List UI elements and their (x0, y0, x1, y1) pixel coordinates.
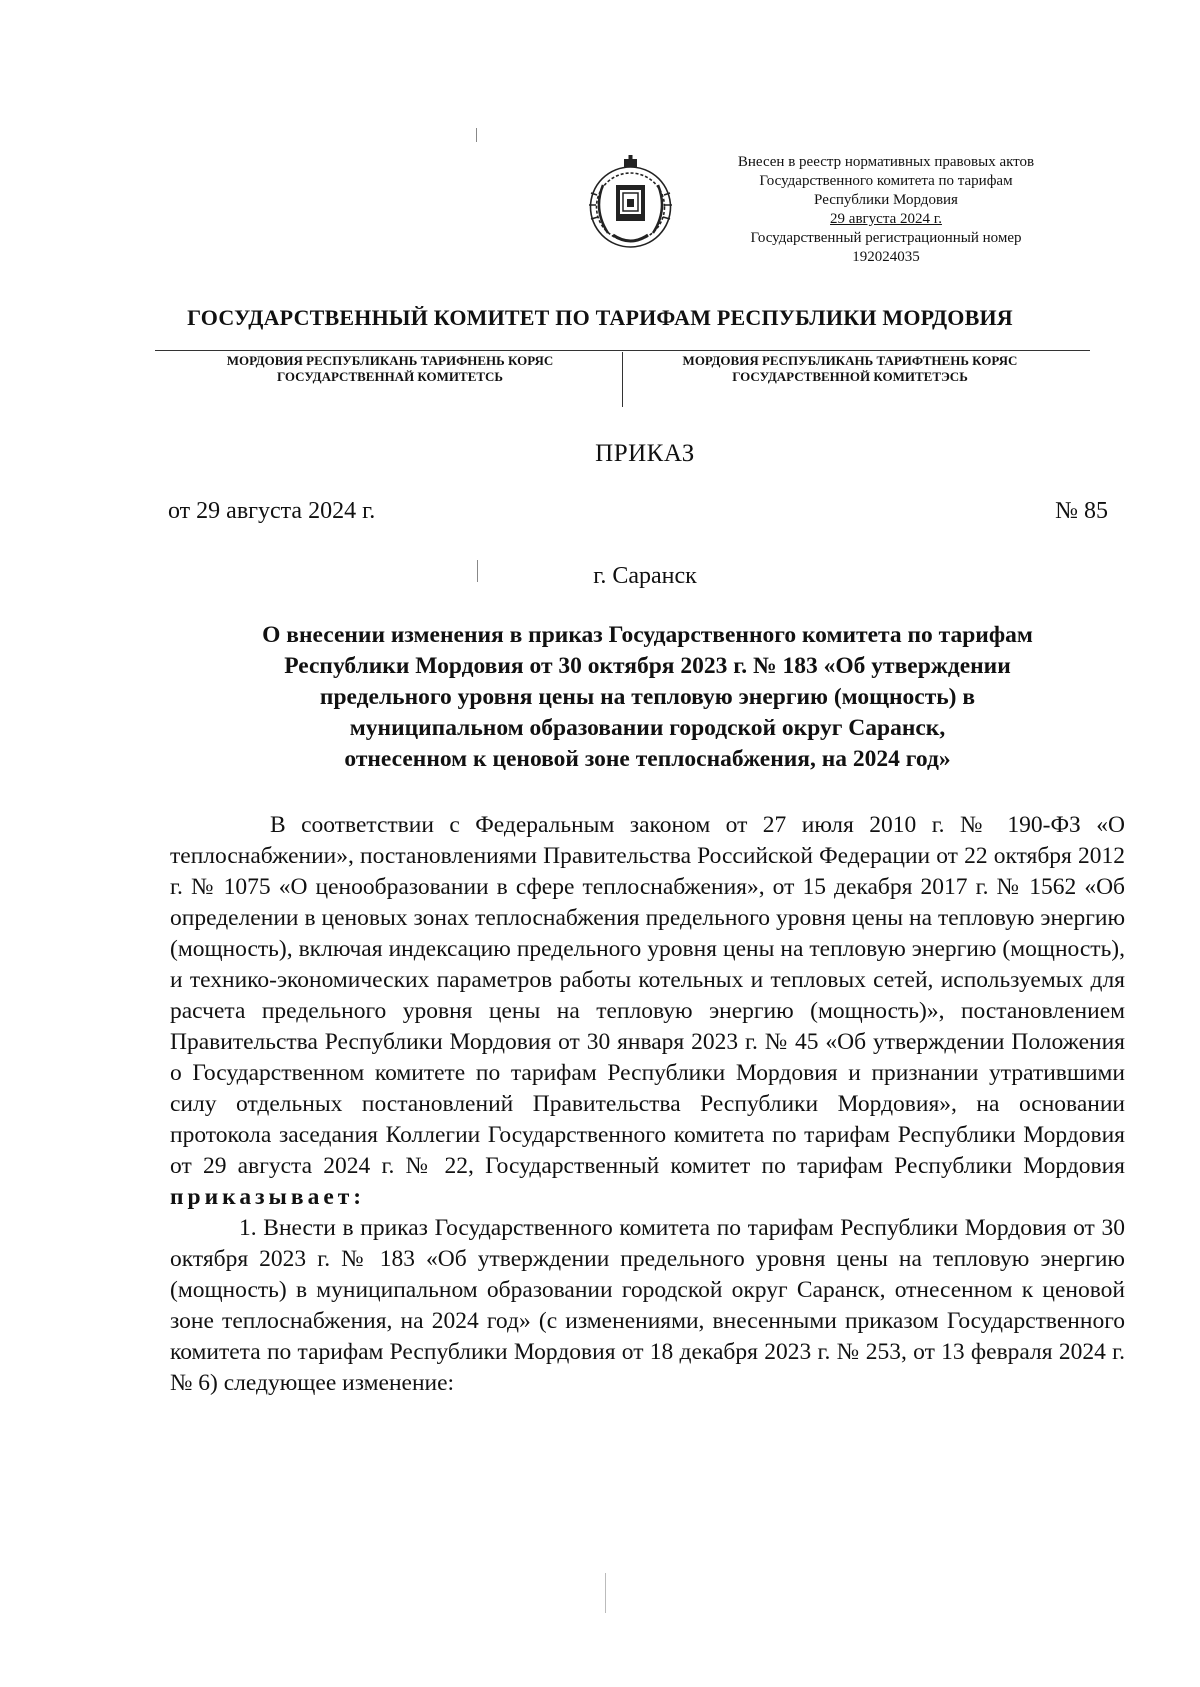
coat-of-arms-emblem (583, 155, 678, 255)
registry-number: 192024035 (852, 249, 920, 265)
registry-line-5: Государственный регистрационный номер (750, 230, 1022, 246)
order-word: приказывает: (170, 1184, 366, 1210)
subject-line-1: О внесении изменения в приказ Государственного комитета по тарифам (262, 622, 1033, 648)
registry-line-1: Внесен в реестр нормативных правовых актов (737, 154, 1035, 170)
organization-right-line-1: МОРДОВИЯ РЕСПУБЛИКАНЬ ТАРИФТНЕНЬ КОРЯС (682, 353, 1018, 368)
subject-line-4: муниципальном образовании городской округ Саранск, (349, 715, 946, 741)
registry-line-2: Государственного комитета по тарифам (759, 173, 1013, 189)
subject-line-3: предельного уровня цены на тепловую энергию (мощность) в (319, 684, 976, 710)
document-number: № 85 (1055, 498, 1108, 524)
header-divider (155, 350, 1090, 351)
body-paragraph-2: 1. Внести в приказ Государственного комитета по тарифам Республики Мордовия от 30 октября 2023 г. № 183 «Об утверждении предельного уровня цены на тепловую энергию (мощность) в муниципальном образовании городской округ Саранск, отнесенном к ценовой зоне теплоснабжения, на 2024 год» (с изменениями, внесенными приказом Государственного комитета по тарифам Республики Мордовия от 18 декабря 2023 г. № 253, от 13 февраля 2024 г. № 6) следующее изменение: (170, 1215, 1125, 1396)
header-vertical-divider (622, 352, 623, 407)
document-type: ПРИКАЗ (595, 440, 695, 467)
document-date: от 29 августа 2024 г. (168, 498, 376, 524)
document-subject (170, 620, 1125, 775)
organization-name-right (630, 353, 1070, 385)
registry-stamp (716, 153, 1056, 267)
organization-left-line-1: МОРДОВИЯ РЕСПУБЛИКАНЬ ТАРИФНЕНЬ КОРЯС (226, 353, 554, 368)
organization-title: ГОСУДАРСТВЕННЫЙ КОМИТЕТ ПО ТАРИФАМ РЕСПУБЛИКИ МОРДОВИЯ (187, 305, 1013, 330)
scan-artifact (605, 1573, 606, 1613)
paragraph-1-text: В соответствии с Федеральным законом от 27 июля 2010 г. № 190-ФЗ «О теплоснабжении», постановлениями Правительства Российской Федерации от 22 октября 2012 г. № 1075 «О ценообразовании в сфере теплоснабжения», от 15 декабря 2017 г. № 1562 «Об определении в ценовых зонах теплоснабжения предельного уровня цены на тепловую энергию (мощность), включая индексацию предельного уровня цены на тепловую энергию (мощность), и технико-экономических параметров работы котельных и тепловых сетей, используемых для расчета предельного уровня цены на тепловую энергию (мощность)», постановлением Правительства Республики Мордовия от 30 января 2023 г. № 45 «Об утверждении Положения о Государственном комитете по тарифам Республики Мордовия и признании утратившими силу отдельных постановлений Правительства Республики Мордовия», на основании протокола заседания Коллегии Государственного комитета по тарифам Республики Мордовия от 29 августа 2024 г. № 22, Государственный комитет по тарифам Республики Мордовия (170, 812, 1125, 1179)
scan-artifact (476, 128, 477, 142)
scan-artifact (477, 560, 478, 582)
document-body (170, 810, 1125, 1399)
registry-line-3: Республики Мордовия (814, 192, 958, 208)
body-paragraph-1 (170, 810, 1125, 1213)
organization-name-left (170, 353, 610, 385)
subject-line-2: Республики Мордовия от 30 октября 2023 г. № 183 «Об утверждении (284, 653, 1011, 679)
organization-left-line-2: ГОСУДАРСТВЕННАЙ КОМИТЕТСЬ (276, 369, 504, 384)
organization-right-line-2: ГОСУДАРСТВЕННОЙ КОМИТЕТЭСЬ (732, 369, 968, 384)
subject-line-5: отнесенном к ценовой зоне теплоснабжения, на 2024 год» (344, 746, 951, 772)
registry-date: 29 августа 2024 г. (830, 211, 942, 227)
document-city: г. Саранск (593, 563, 697, 589)
